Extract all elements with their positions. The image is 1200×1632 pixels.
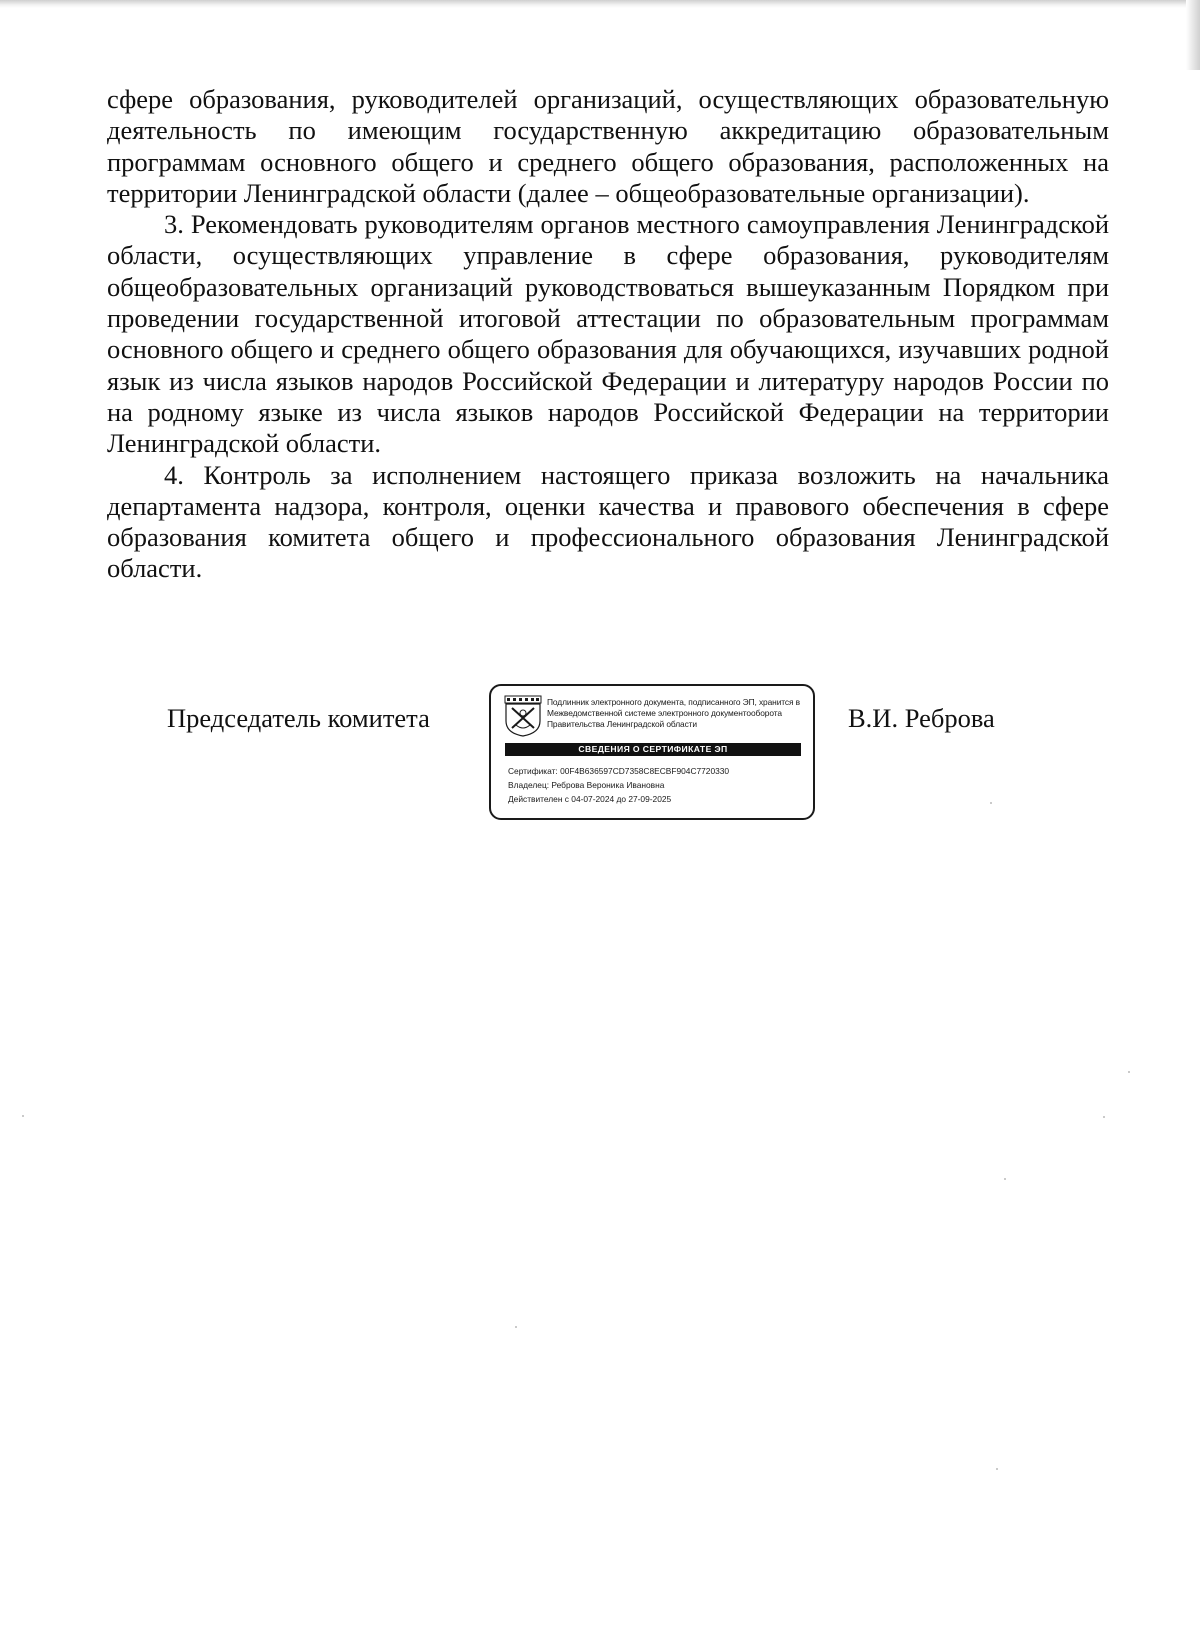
stamp-certificate-title: СВЕДЕНИЯ О СЕРТИФИКАТЕ ЭП [505,743,801,756]
signatory-role: Председатель комитета [167,703,430,733]
scan-speck [1128,1071,1130,1073]
document-body [107,84,1109,585]
scan-speck [515,1326,517,1328]
stamp-validity: Действителен с 04-07-2024 до 27-09-2025 [508,794,672,804]
coat-of-arms-icon [504,695,542,737]
scan-top-edge [0,0,1200,8]
paragraph-item-3: 3. Рекомендовать руководителям органов местного самоуправления Ленинградской области, осуществляющих управление в сфере образования, руководителям общеобразовательных организаций руководствоваться вышеуказанным Порядком при проведении государственной итоговой аттестации по образовательным программам основного общего и среднего общего образования для обучающихся, изучавших родной язык из числа языков народов Российской Федерации и литературу народов России по на родному языке из числа языков народов Российской Федерации на территории Ленинградской области. [107,209,1109,459]
scan-speck [22,1115,24,1117]
paragraph-continuation: сфере образования, руководителей организаций, осуществляющих образовательную деятельность по имеющим государственную аккредитацию образовательным программам основного общего и среднего общего образования, расположенных на территории Ленинградской области (далее – общеобразовательные организации). [107,84,1109,208]
scan-speck [1004,1178,1006,1180]
stamp-certificate-number: Сертификат: 00F4B636597CD7358C8ECBF904C7720330 [508,766,730,776]
scan-right-edge [1186,0,1200,70]
stamp-owner: Владелец: Реброва Вероника Ивановна [508,780,665,790]
scan-speck [1103,1116,1105,1118]
signatory-name: В.И. Реброва [848,703,995,733]
electronic-signature-stamp [489,684,815,820]
scan-speck [990,802,992,804]
stamp-header-text: Подлинник электронного документа, подписанного ЭП, хранится в Межведомственной системе электронного документооборота Правительства Ленинградской области [547,697,801,729]
scan-speck [996,1468,998,1470]
paragraph-item-4: 4. Контроль за исполнением настоящего приказа возложить на начальника департамента надзора, контроля, оценки качества и правового обеспечения в сфере образования комитета общего и профессионального образования Ленинградской области. [107,459,1109,584]
